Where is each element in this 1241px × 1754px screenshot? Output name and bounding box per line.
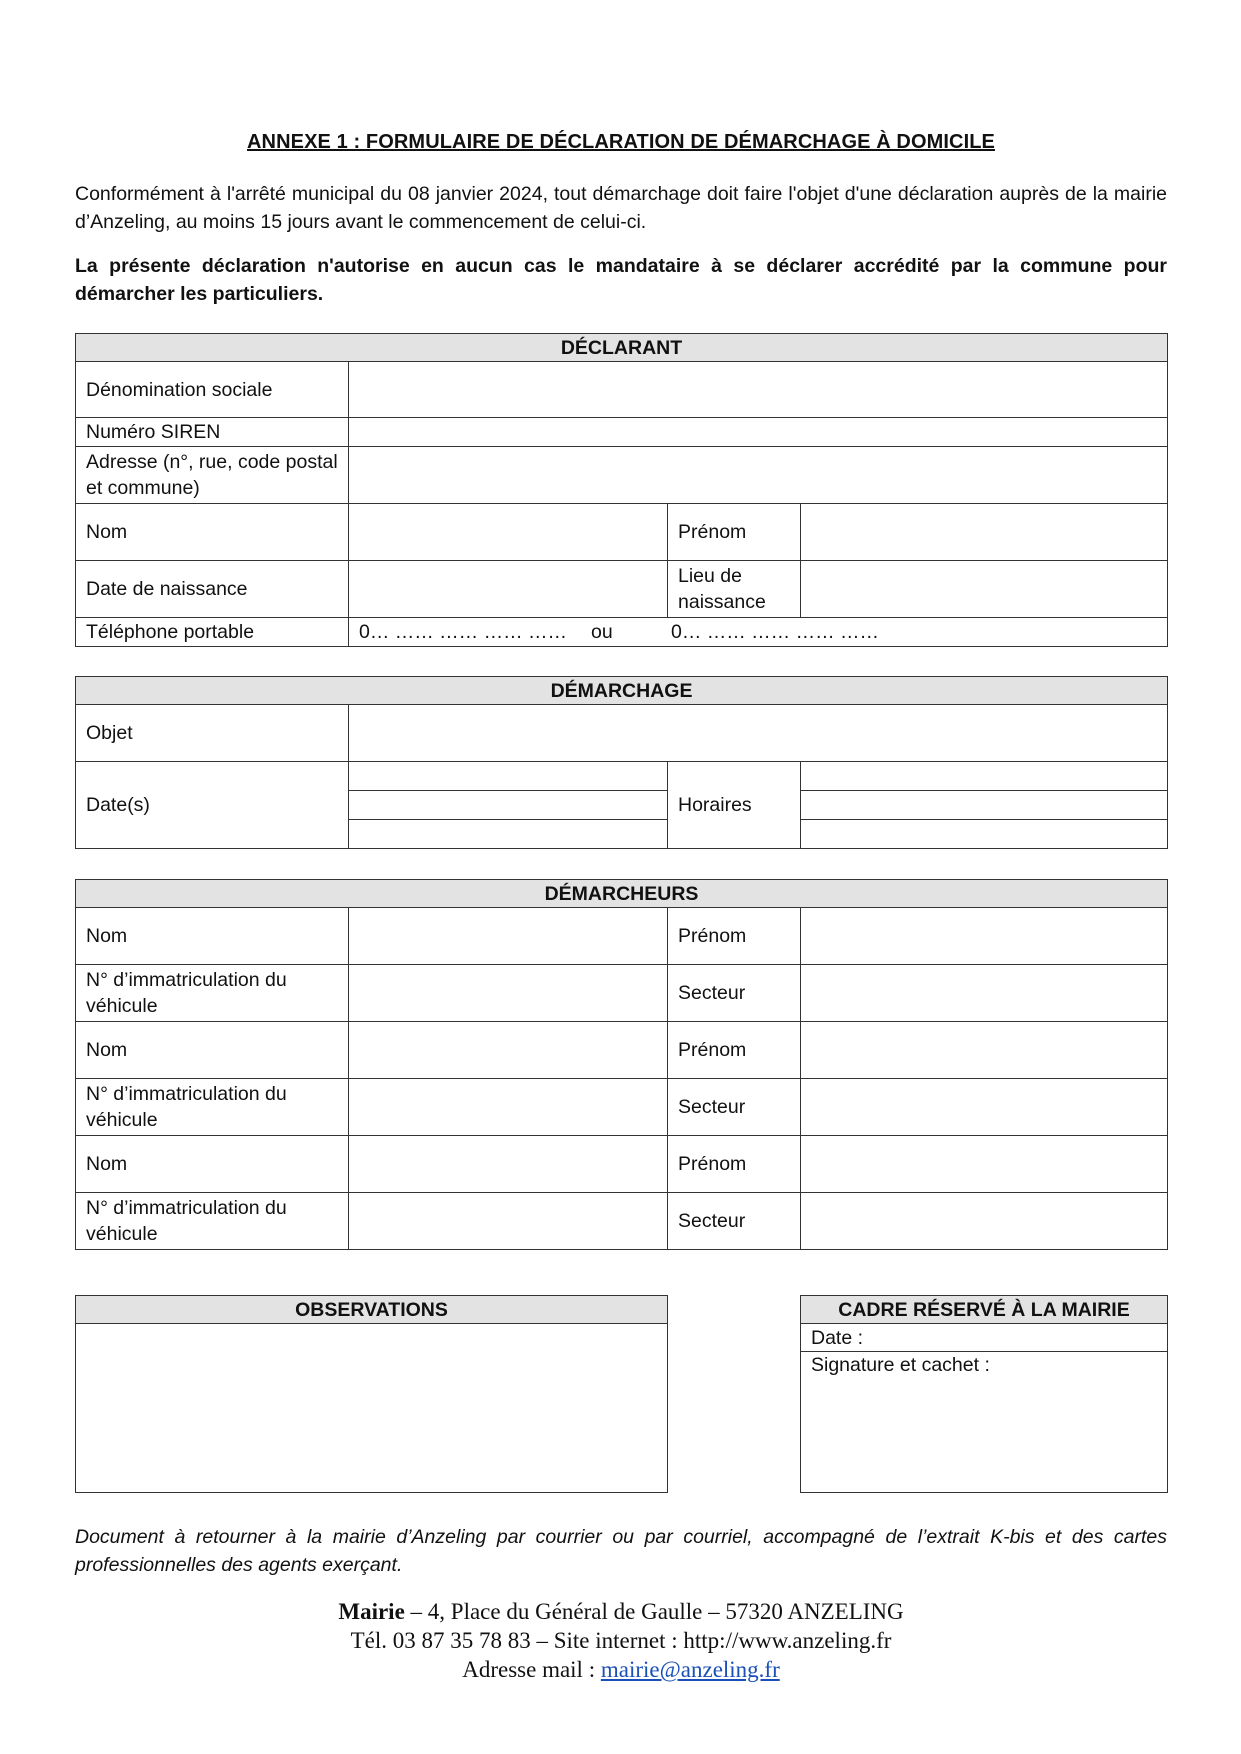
demarcheurs-table xyxy=(75,879,1168,1250)
address-line-1 xyxy=(75,1597,1167,1626)
page-title: ANNEXE 1 : FORMULAIRE DE DÉCLARATION DE DÉMARCHAGE À DOMICILE xyxy=(247,131,995,153)
lieu-naissance-label: Lieu de naissance xyxy=(668,561,801,618)
dates-label: Date(s) xyxy=(76,762,349,849)
horaire-field-1[interactable] xyxy=(801,762,1168,791)
objet-label: Objet xyxy=(76,705,349,762)
demarcheur-2-immat-label: N° d’immatriculation du véhicule xyxy=(76,1079,349,1136)
demarcheur-2-prenom-label: Prénom xyxy=(668,1022,801,1079)
demarcheur-1-prenom-label: Prénom xyxy=(668,908,801,965)
telephone-label: Téléphone portable xyxy=(76,618,349,647)
adresse-field[interactable] xyxy=(349,447,1168,504)
mairie-box-header: CADRE RÉSERVÉ À LA MAIRIE xyxy=(801,1296,1168,1324)
prenom-field[interactable] xyxy=(801,504,1168,561)
demarcheur-2-immat-field[interactable] xyxy=(349,1079,668,1136)
warning-paragraph: La présente déclaration n'autorise en aucun cas le mandataire à se déclarer accrédité par la commune pour démarcher les particuliers. xyxy=(75,255,1167,305)
demarcheur-3-nom-label: Nom xyxy=(76,1136,349,1193)
footer-note: Document à retourner à la mairie d’Anzeling par courrier ou par courriel, accompagné de l’extrait K-bis et des cartes professionnelles des agents exerçant. xyxy=(75,1526,1167,1576)
telephone-field[interactable] xyxy=(349,618,1168,647)
demarcheur-2-secteur-label: Secteur xyxy=(668,1079,801,1136)
demarchage-header: DÉMARCHAGE xyxy=(76,677,1168,705)
declarant-table xyxy=(75,333,1168,647)
demarcheur-2-secteur-field[interactable] xyxy=(801,1079,1168,1136)
address-line-1-text: – 4, Place du Général de Gaulle – 57320 ANZELING xyxy=(404,1599,904,1624)
demarcheur-1-nom-field[interactable] xyxy=(349,908,668,965)
objet-field[interactable] xyxy=(349,705,1168,762)
telephone-placeholder-2: 0… …… …… …… …… xyxy=(671,621,880,643)
mairie-box-table xyxy=(800,1295,1168,1493)
horaire-field-3[interactable] xyxy=(801,820,1168,849)
mairie-date-field[interactable] xyxy=(801,1324,1168,1352)
demarcheur-3-prenom-label: Prénom xyxy=(668,1136,801,1193)
declarant-header: DÉCLARANT xyxy=(76,334,1168,362)
horaires-label: Horaires xyxy=(668,762,801,849)
nom-field[interactable] xyxy=(349,504,668,561)
prenom-label: Prénom xyxy=(668,504,801,561)
demarcheur-3-immat-field[interactable] xyxy=(349,1193,668,1250)
demarcheur-3-prenom-field[interactable] xyxy=(801,1136,1168,1193)
address-email-label: Adresse mail : xyxy=(462,1657,601,1682)
adresse-label: Adresse (n°, rue, code postal et commune) xyxy=(76,447,349,504)
intro-paragraph: Conformément à l'arrêté municipal du 08 janvier 2024, tout démarchage doit faire l'objet d'une déclaration auprès de la mairie d’Anzeling, au moins 15 jours avant le commencement de celui-ci. xyxy=(75,183,1167,233)
date-field-3[interactable] xyxy=(349,820,668,849)
horaire-field-2[interactable] xyxy=(801,791,1168,820)
demarcheur-2-nom-field[interactable] xyxy=(349,1022,668,1079)
demarcheur-1-prenom-field[interactable] xyxy=(801,908,1168,965)
address-line-2: Tél. 03 87 35 78 83 – Site internet : http://www.anzeling.fr xyxy=(350,1628,892,1653)
mairie-signature-label: Signature et cachet : xyxy=(811,1354,990,1376)
address-line-3 xyxy=(75,1655,1167,1684)
demarcheur-1-secteur-field[interactable] xyxy=(801,965,1168,1022)
demarcheur-3-immat-label: N° d’immatriculation du véhicule xyxy=(76,1193,349,1250)
demarcheur-3-nom-field[interactable] xyxy=(349,1136,668,1193)
demarcheur-1-nom-label: Nom xyxy=(76,908,349,965)
address-mairie-bold: Mairie xyxy=(338,1599,405,1624)
demarcheur-1-immat-label: N° d’immatriculation du véhicule xyxy=(76,965,349,1022)
observations-table xyxy=(75,1295,668,1493)
demarcheur-3-secteur-field[interactable] xyxy=(801,1193,1168,1250)
naissance-field[interactable] xyxy=(349,561,668,618)
date-field-2[interactable] xyxy=(349,791,668,820)
observations-header: OBSERVATIONS xyxy=(76,1296,668,1324)
denomination-field[interactable] xyxy=(349,362,1168,418)
demarcheur-2-nom-label: Nom xyxy=(76,1022,349,1079)
email-link[interactable]: mairie@anzeling.fr xyxy=(600,1657,780,1682)
nom-label: Nom xyxy=(76,504,349,561)
demarcheur-1-secteur-label: Secteur xyxy=(668,965,801,1022)
naissance-label: Date de naissance xyxy=(76,561,349,618)
telephone-placeholder-1: 0… …… …… …… …… xyxy=(359,621,568,643)
mairie-date-label: Date : xyxy=(811,1326,864,1349)
mairie-signature-field[interactable] xyxy=(801,1352,1168,1493)
siren-label: Numéro SIREN xyxy=(76,418,349,447)
observations-field[interactable] xyxy=(76,1324,668,1493)
demarcheur-2-prenom-field[interactable] xyxy=(801,1022,1168,1079)
denomination-label: Dénomination sociale xyxy=(76,362,349,418)
demarchage-table xyxy=(75,676,1168,849)
demarcheurs-header: DÉMARCHEURS xyxy=(76,880,1168,908)
siren-field[interactable] xyxy=(349,418,1168,447)
demarcheur-3-secteur-label: Secteur xyxy=(668,1193,801,1250)
date-field-1[interactable] xyxy=(349,762,668,791)
lieu-naissance-field[interactable] xyxy=(801,561,1168,618)
telephone-ou: ou xyxy=(591,621,613,643)
demarcheur-1-immat-field[interactable] xyxy=(349,965,668,1022)
